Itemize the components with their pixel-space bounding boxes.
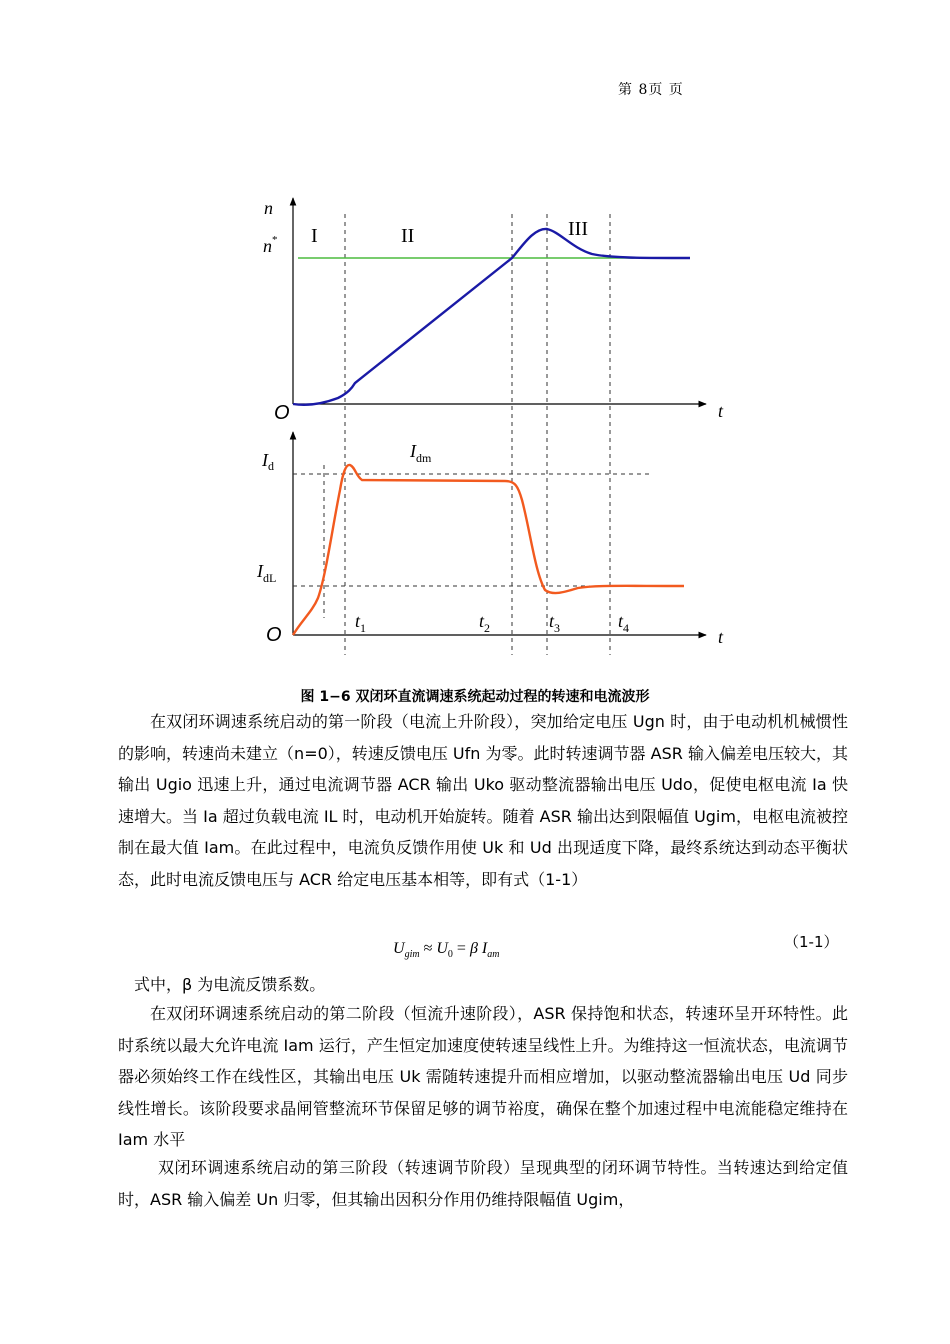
top-y-axis-label: n bbox=[264, 198, 273, 218]
n-star-label: n* bbox=[263, 234, 278, 256]
current-curve bbox=[293, 465, 684, 635]
figure-caption: 图 1−6 双闭环直流调速系统起动过程的转速和电流波形 bbox=[300, 689, 650, 705]
idl-label: $I_{dL}$ bbox=[257, 561, 277, 585]
equation-number: （1-1） bbox=[784, 933, 839, 951]
time-marker-lines bbox=[324, 214, 610, 655]
idm-label: $I_{dm}$ bbox=[410, 441, 432, 465]
equation-1-1: $U_{gim} \approx U_0 = \beta$ $I_{am}$ bbox=[393, 940, 500, 961]
phase-label-2: II bbox=[401, 225, 415, 247]
id-label: $I_d$ bbox=[262, 450, 274, 473]
page-number-header: 第 8页 页 bbox=[618, 82, 684, 98]
t3-label: $t_3$ bbox=[549, 611, 561, 635]
bottom-x-axis-label: t bbox=[718, 627, 724, 647]
paragraph-phase-one: 在双闭环调速系统启动的第一阶段（电流上升阶段），突加给定电压 Ugn 时，由于电动机机械惯性的影响，转速尚未建立（n=0），转速反馈电压 Ufn 为零。此时转速调节器 ASR 输入偏差电压较大，其输出 Ugio 迅速上升，通过电流调节器 ACR 输出 Uko 驱动整流器输出电压 Udo，促使电枢电流 Ia 快速增大。当 Ia 超过负载电流 IL 时，电动机开始旋转。随着 ASR 输出达到限幅值 Ugim，电枢电流被控制在最大值 Iam。在此过程中，电流负反馈作用使 Uk 和 Ud 出现适度下降，最终系统达到动态平衡状态，此时电流反馈电压与 ACR 给定电压基本相等，即有式（1-1） bbox=[118, 712, 848, 889]
formula-explanation: 式中，β 为电流反馈系数。 bbox=[134, 975, 326, 994]
current-level-lines bbox=[293, 474, 660, 586]
t1-label: $t_1$ bbox=[355, 611, 367, 635]
t4-label: $t_4$ bbox=[618, 611, 630, 635]
phase-label-1: I bbox=[311, 225, 318, 247]
top-x-axis-label: t bbox=[718, 401, 724, 421]
phase-label-3: III bbox=[568, 218, 588, 240]
paragraph-phase-three: 双闭环调速系统启动的第三阶段（转速调节阶段）呈现典型的闭环调节特性。当转速达到给定值时，ASR 输入偏差 Un 归零，但其输出因积分作用仍维持限幅值 Ugim， bbox=[118, 1158, 848, 1209]
speed-curve bbox=[293, 229, 690, 405]
bottom-origin-label: O bbox=[266, 624, 282, 646]
paragraph-phase-two: 在双闭环调速系统启动的第二阶段（恒流升速阶段），ASR 保持饱和状态，转速环呈开环特性。此时系统以最大允许电流 Iam 运行，产生恒定加速度使转速呈线性上升。为维持这一恒流状态，电流调节器必须始终工作在线性区，其输出电压 Uk 需随转速提升而相应增加，以驱动整流器输出电压 Ud 同步线性增长。该阶段要求晶闸管整流环节保留足够的调节裕度，确保在整个加速过程中电流能稳定维持在 Iam 水平 bbox=[118, 1004, 848, 1149]
t2-label: $t_2$ bbox=[479, 611, 491, 635]
top-origin-label: O bbox=[274, 402, 290, 424]
